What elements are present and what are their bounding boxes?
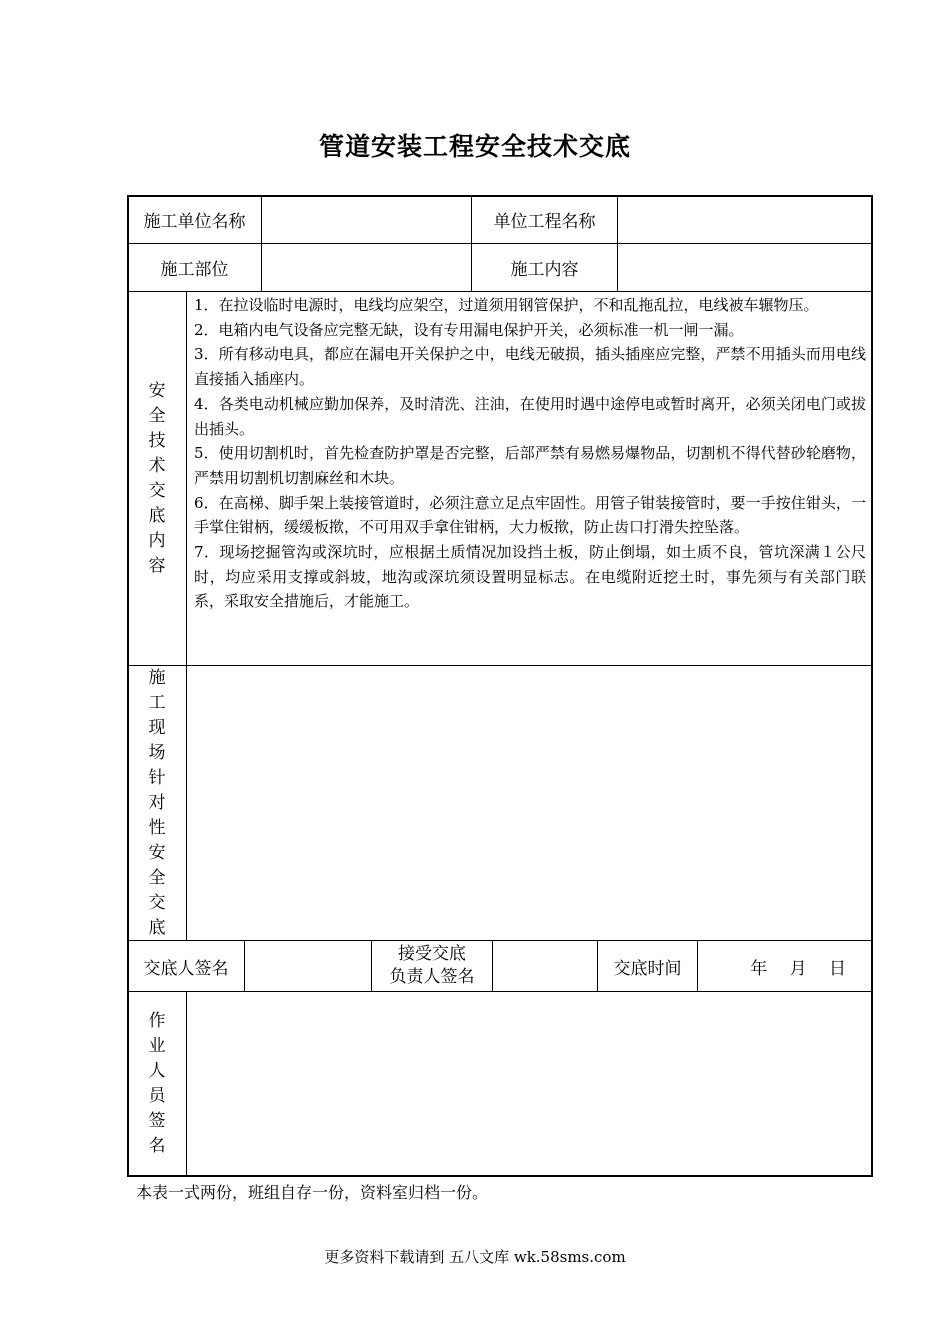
site-specific-field[interactable] xyxy=(187,666,872,940)
discloser-sign-label: 交底人签名 xyxy=(143,958,229,979)
label-char: 对 xyxy=(148,792,166,813)
label-char: 全 xyxy=(148,867,166,888)
label-char: 技 xyxy=(148,430,166,451)
label-char: 性 xyxy=(148,817,166,838)
label-char: 针 xyxy=(148,767,166,788)
receiver-sign-label-line1: 接受交底 xyxy=(398,944,466,964)
discloser-sign-field[interactable] xyxy=(245,941,371,991)
safety-item: 4．各类电动机械应勤加保养，及时清洗、注油，在使用时遇中途停电或暂时离开，必须关闭电门或拔出插头。 xyxy=(194,394,866,438)
worker-sign-field[interactable] xyxy=(187,992,872,1176)
project-name-label: 单位工程名称 xyxy=(493,212,596,232)
safety-content-label xyxy=(128,292,186,665)
label-char: 底 xyxy=(148,505,166,526)
page-footer: 更多资料下载请到 五八文库 wk.58sms.com xyxy=(324,1248,626,1266)
label-char: 人 xyxy=(148,1061,166,1081)
label-char: 交 xyxy=(148,480,166,501)
safety-item: 3．所有移动电具，都应在漏电开关保护之中，电线无破损，插头插座应完整，严禁不用插头而用电线直接插入插座内。 xyxy=(194,345,866,389)
site-specific-label xyxy=(128,666,186,940)
work-content-field[interactable] xyxy=(618,244,872,291)
receiver-sign-label-line2: 负责人签名 xyxy=(389,967,475,987)
safety-item: 5．使用切割机时，首先检查防护罩是否完整，后部严禁有易燃易爆物品，切割机不得代替砂轮磨物，严禁用切割机切割麻丝和木块。 xyxy=(194,444,866,487)
footnote: 本表一式两份，班组自存一份，资料室归档一份。 xyxy=(136,1183,489,1202)
safety-item: 7．现场挖掘管沟或深坑时，应根据土质情况加设挡土板，防止倒塌，如土质不良，管坑深满１公尺时，均应采用支撑或斜坡，地沟或深坑须设置明显标志。在电缆附近挖土时，事先须与有关部门联系，采取安全措施后，才能施工。 xyxy=(194,543,866,611)
label-char: 签 xyxy=(148,1111,166,1131)
label-char: 作 xyxy=(148,1011,166,1031)
document-title: 管道安装工程安全技术交底 xyxy=(318,132,631,161)
safety-items xyxy=(194,293,866,614)
label-char: 现 xyxy=(148,717,166,738)
disclosure-date-field[interactable]: 年 月 日 xyxy=(750,958,846,979)
safety-item: 1．在拉设临时电源时，电线均应架空，过道须用钢管保护，不和乱拖乱拉，电线被车辗物压。 xyxy=(194,296,819,314)
label-char: 员 xyxy=(148,1086,166,1106)
label-char: 场 xyxy=(148,742,166,763)
label-char: 内 xyxy=(148,530,166,551)
label-char: 施 xyxy=(148,667,166,688)
label-char: 名 xyxy=(148,1136,166,1156)
label-char: 全 xyxy=(148,405,166,426)
label-char: 安 xyxy=(148,842,166,863)
safety-item: 6．在高梯、脚手架上装接管道时，必须注意立足点牢固性。用管子钳装接管时，要一手按住钳头，一手掌住钳柄，缓缓板揿，不可用双手拿住钳柄，大力板揿，防止齿口打滑失控坠落。 xyxy=(194,493,866,537)
receiver-sign-field[interactable] xyxy=(493,941,597,991)
label-char: 业 xyxy=(148,1036,166,1056)
label-char: 术 xyxy=(148,455,166,476)
site-field[interactable] xyxy=(262,244,471,291)
worker-sign-label xyxy=(128,992,186,1176)
label-char: 底 xyxy=(148,917,166,938)
label-char: 容 xyxy=(148,555,166,576)
unit-name-label: 施工单位名称 xyxy=(143,212,246,232)
safety-item: 2．电箱内电气设备应完整无缺，设有专用漏电保护开关，必须标准一机一闸一漏。 xyxy=(194,320,744,339)
label-char: 安 xyxy=(148,380,166,401)
receiver-sign-label xyxy=(372,941,492,991)
disclosure-date-label: 交底时间 xyxy=(613,958,682,979)
unit-name-field[interactable] xyxy=(262,196,471,243)
row-divider xyxy=(128,291,872,292)
label-char: 交 xyxy=(148,892,166,913)
label-char: 工 xyxy=(148,692,166,713)
work-content-label: 施工内容 xyxy=(510,260,579,280)
project-name-field[interactable] xyxy=(618,196,872,243)
site-label: 施工部位 xyxy=(160,260,229,280)
